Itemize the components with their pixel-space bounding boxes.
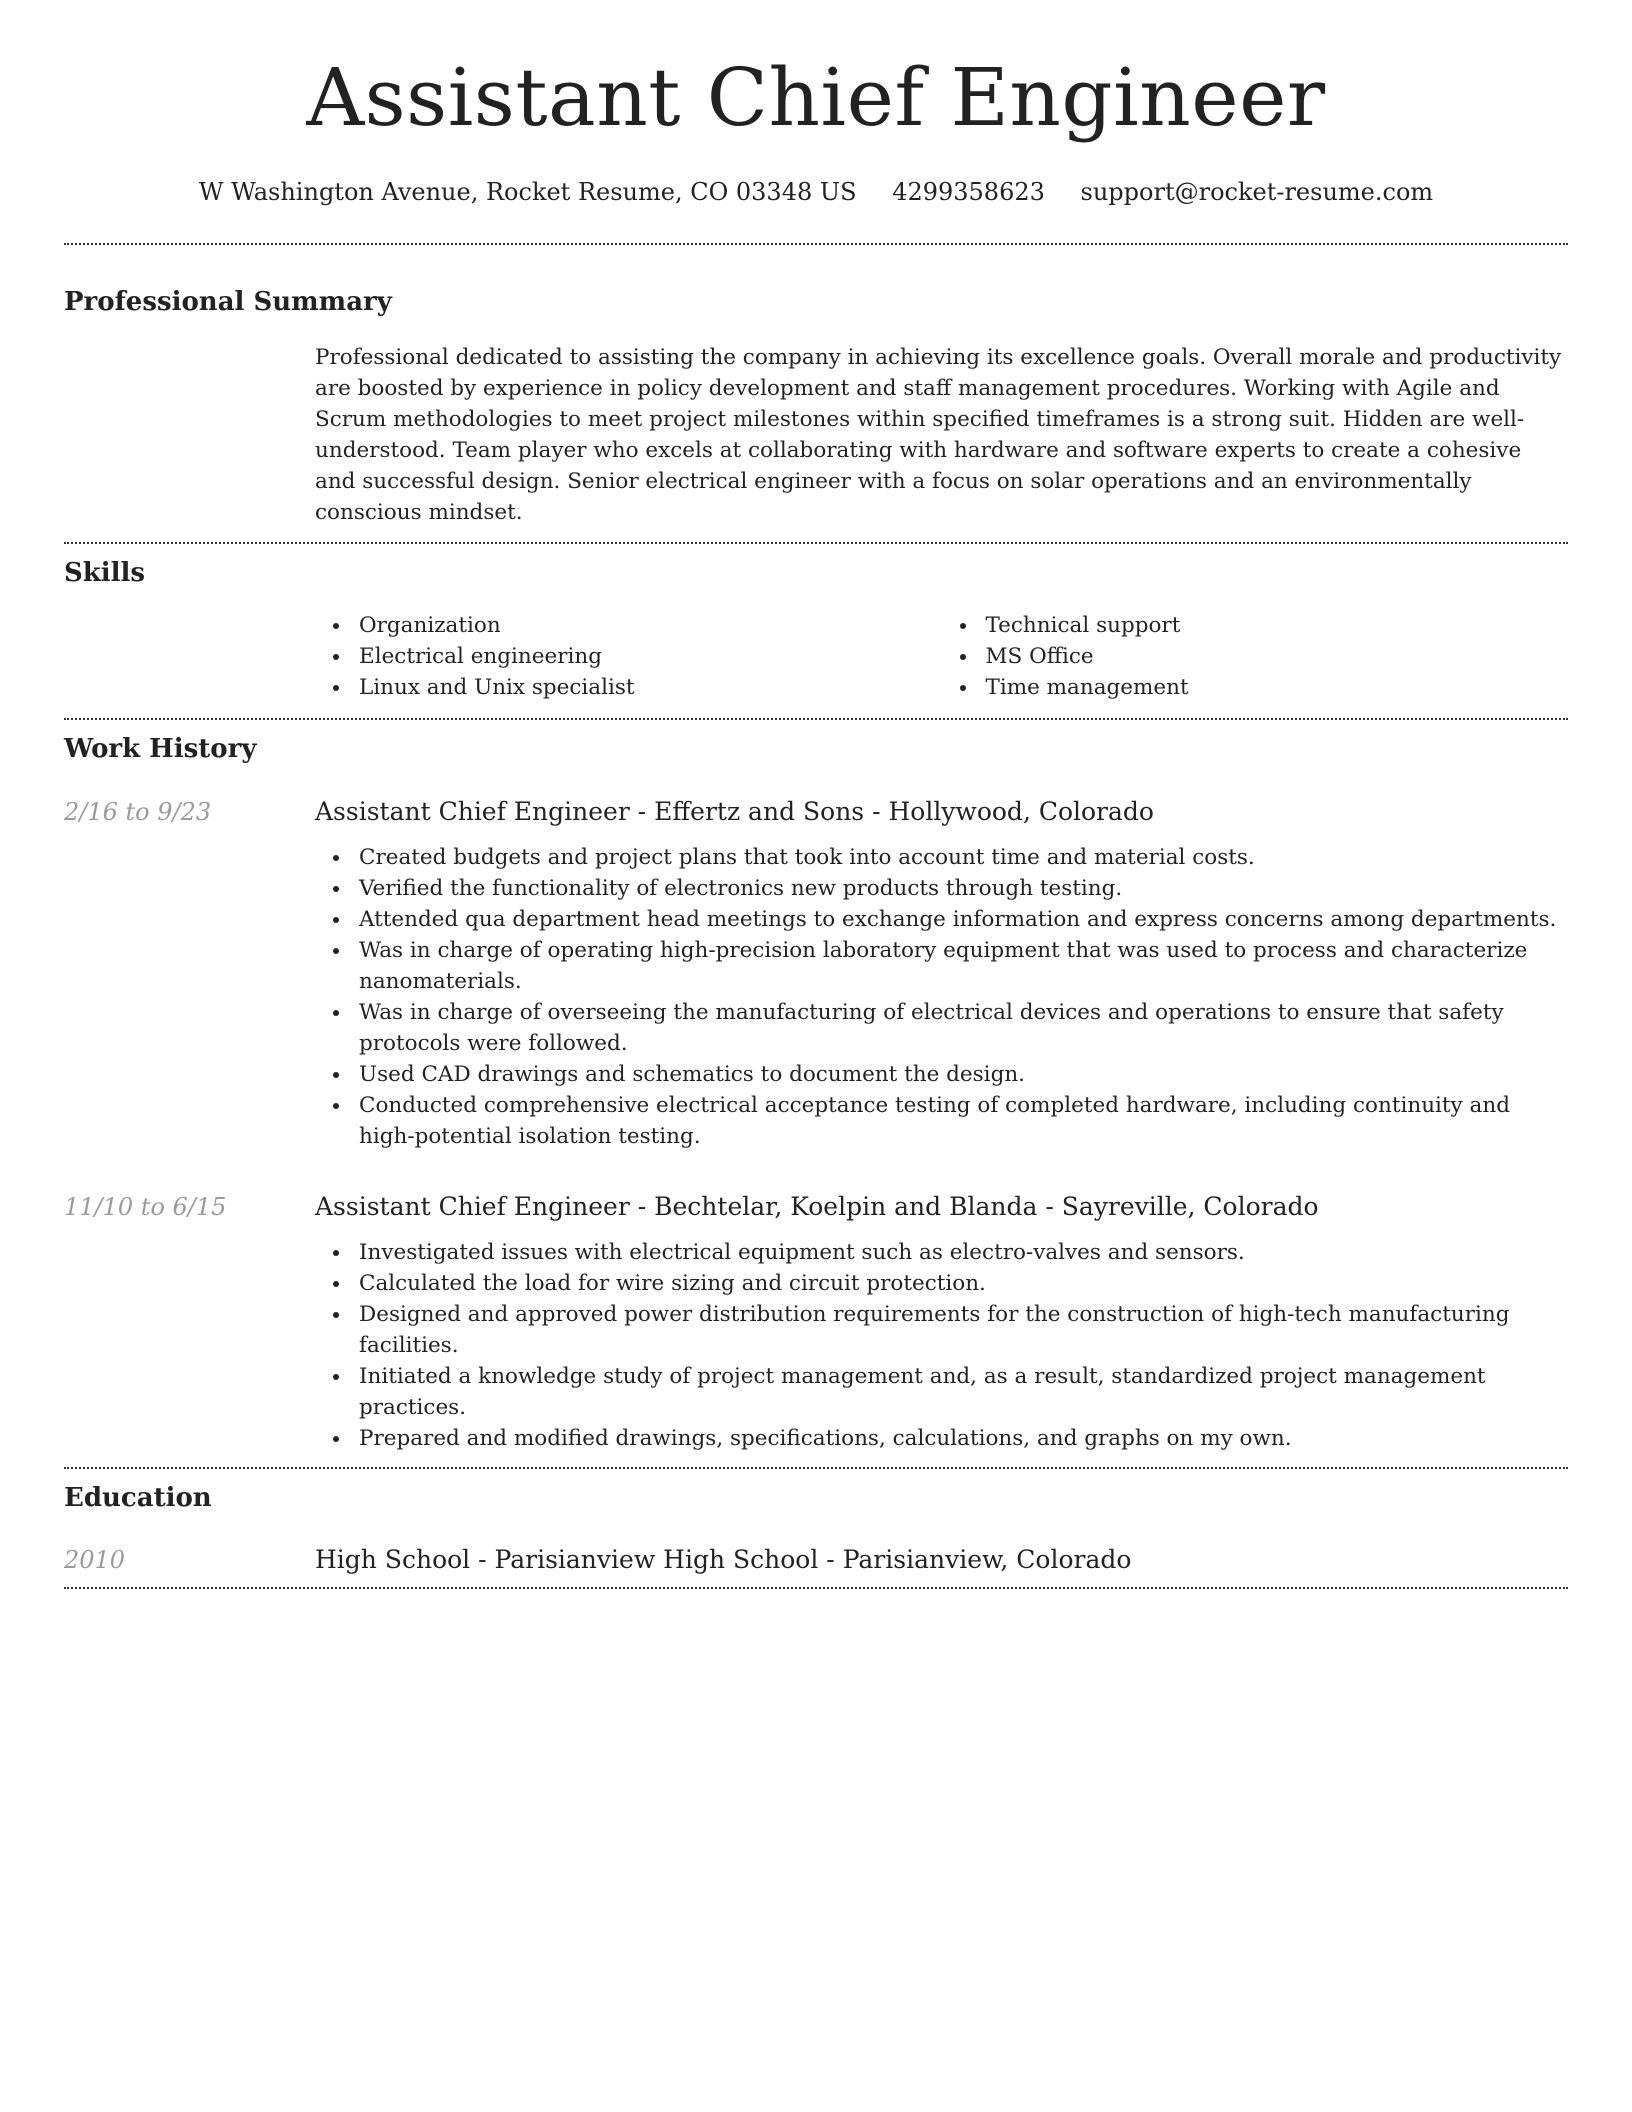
education-section <box>64 1483 1568 1576</box>
job-role: Assistant Chief Engineer <box>315 1192 630 1222</box>
skills-title: Skills <box>64 557 146 588</box>
skill-item: Electrical engineering <box>315 641 942 672</box>
skill-item: Organization <box>315 610 942 641</box>
job-bullet: Was in charge of overseeing the manufacturing of electrical devices and operations to ensure that safety protocols were followed. <box>315 997 1568 1059</box>
job-bullets <box>315 842 1568 1152</box>
job-bullet: Attended qua department head meetings to exchange information and express concerns among departments. <box>315 904 1568 935</box>
contact-phone: 4299358623 <box>892 178 1045 206</box>
skills-column-right <box>942 610 1569 703</box>
skill-item: Linux and Unix specialist <box>315 672 942 703</box>
education-year: 2010 <box>64 1545 126 1574</box>
job-dates: 2/16 to 9/23 <box>64 798 212 827</box>
job-role: Assistant Chief Engineer <box>315 797 630 827</box>
education-details: Parisianview High School - Parisianview, Colorado <box>494 1544 1132 1574</box>
job-heading: Assistant Chief Engineer - Bechtelar, Koelpin and Blanda - Sayreville, Colorado <box>315 1192 1319 1222</box>
divider <box>64 718 1568 720</box>
job-bullet: Investigated issues with electrical equipment such as electro-valves and sensors. <box>315 1237 1568 1268</box>
summary-title: Professional Summary <box>64 286 392 317</box>
work-title: Work History <box>64 734 257 765</box>
job-entry <box>64 1190 1568 1454</box>
summary-section <box>64 287 1568 528</box>
job-body <box>315 1190 1568 1454</box>
job-body <box>315 795 1568 1152</box>
job-bullet: Designed and approved power distribution requirements for the construction of high-tech manufacturing facilities. <box>315 1299 1568 1361</box>
skill-item: Time management <box>942 672 1569 703</box>
skill-item: Technical support <box>942 610 1569 641</box>
education-entry <box>64 1543 1568 1577</box>
job-bullet: Conducted comprehensive electrical acceptance testing of completed hardware, including continuity and high-potential isolation testing. <box>315 1090 1568 1152</box>
job-entry <box>64 795 1568 1152</box>
job-bullet: Initiated a knowledge study of project management and, as a result, standardized project management practices. <box>315 1361 1568 1423</box>
divider <box>64 542 1568 544</box>
contact-address: W Washington Avenue, Rocket Resume, CO 03348 US <box>198 178 857 206</box>
divider <box>64 243 1568 245</box>
job-dates: 11/10 to 6/15 <box>64 1193 227 1222</box>
skills-section <box>64 558 1568 703</box>
resume-name: Assistant Chief Engineer <box>306 51 1326 144</box>
job-bullet: Calculated the load for wire sizing and circuit protection. <box>315 1268 1568 1299</box>
divider <box>64 1587 1568 1589</box>
divider <box>64 1467 1568 1469</box>
skills-columns <box>315 610 1568 703</box>
job-heading: Assistant Chief Engineer - Effertz and Sons - Hollywood, Colorado <box>315 797 1154 827</box>
education-title: Education <box>64 1483 212 1514</box>
job-bullet: Verified the functionality of electronics new products through testing. <box>315 873 1568 904</box>
job-bullets <box>315 1237 1568 1454</box>
job-details: Bechtelar, Koelpin and Blanda - Sayreville, Colorado <box>654 1192 1319 1222</box>
job-bullet: Prepared and modified drawings, specifications, calculations, and graphs on my own. <box>315 1423 1568 1454</box>
job-bullet: Used CAD drawings and schematics to document the design. <box>315 1059 1568 1090</box>
skills-column-left <box>315 610 942 703</box>
skill-item: MS Office <box>942 641 1569 672</box>
contact-line <box>64 178 1568 207</box>
job-details: Effertz and Sons - Hollywood, Colorado <box>654 797 1154 827</box>
job-bullet: Created budgets and project plans that took into account time and material costs. <box>315 842 1568 873</box>
contact-email: support@rocket-resume.com <box>1080 178 1434 206</box>
resume-page <box>64 0 1568 1589</box>
job-bullet: Was in charge of operating high-precision laboratory equipment that was used to process and characterize nanomaterials. <box>315 935 1568 997</box>
education-degree: High School <box>315 1544 471 1574</box>
work-section <box>64 734 1568 1454</box>
summary-text: Professional dedicated to assisting the company in achieving its excellence goals. Overall morale and productivity are boosted by experience in policy development and staff management procedures. Working with Agile and Scrum methodologies to meet project milestones within specified timeframes is a strong suit. Hidden are well-understood. Team player who excels at collaborating with hardware and software experts to create a cohesive and successful design. Senior electrical engineer with a focus on solar operations and an environmentally conscious mindset. <box>315 344 1562 525</box>
education-heading: High School - Parisianview High School - Parisianview, Colorado <box>315 1544 1132 1574</box>
